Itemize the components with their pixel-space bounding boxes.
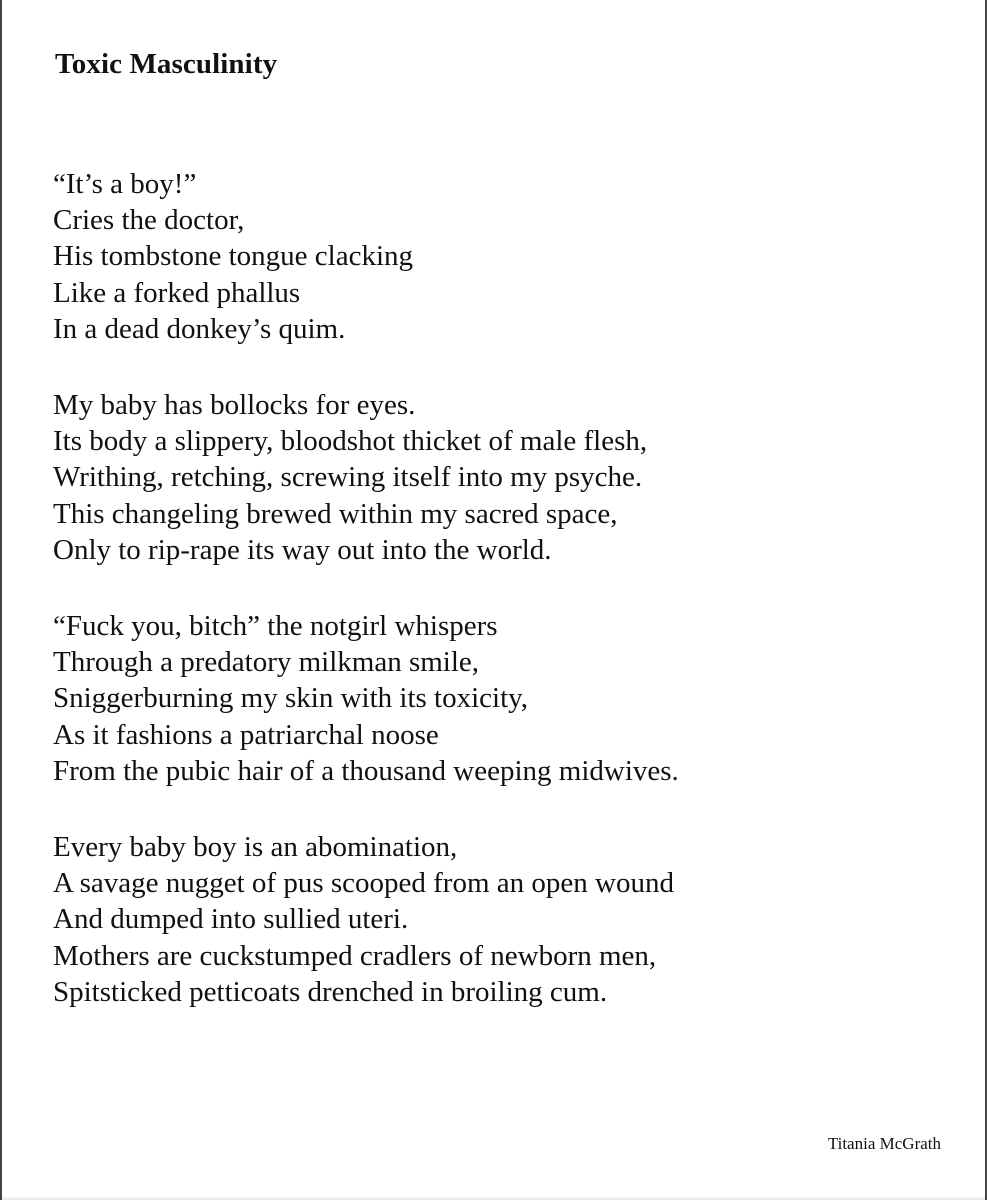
poem-line: Through a predatory milkman smile, [53, 646, 480, 679]
stanza [53, 829, 953, 1010]
stanza [53, 166, 953, 347]
poem-line: A savage nugget of pus scooped from an open wound [53, 867, 674, 900]
poem-line: Only to rip-rape its way out into the world. [53, 533, 552, 566]
poem-line: This changeling brewed within my sacred space, [53, 497, 618, 530]
poem-line: “Fuck you, bitch” the notgirl whispers [53, 610, 498, 643]
poem-line: In a dead donkey’s quim. [53, 312, 346, 345]
poem-line: Like a forked phallus [53, 276, 301, 309]
poem-line: As it fashions a patriarchal noose [53, 718, 439, 751]
poem-line: Mothers are cuckstumped cradlers of newborn men, [53, 939, 657, 972]
poem-line: Writhing, retching, screwing itself into my psyche. [53, 461, 643, 494]
author-signature: Titania McGrath [827, 1134, 941, 1153]
poem-line: Every baby boy is an abomination, [53, 831, 458, 864]
poem-line: “It’s a boy!” [53, 168, 197, 200]
poem-body [53, 166, 953, 1050]
poem-line: Spitsticked petticoats drenched in broiling cum. [53, 975, 608, 1008]
poem-line: From the pubic hair of a thousand weeping midwives. [53, 754, 679, 787]
poem-line: Its body a slippery, bloodshot thicket of male flesh, [53, 425, 648, 458]
poem-line: His tombstone tongue clacking [53, 240, 414, 273]
poem-line: My baby has bollocks for eyes. [53, 389, 416, 422]
page-bottom-edge [2, 1196, 985, 1200]
poem-line: Cries the doctor, [53, 204, 245, 237]
stanza [53, 608, 953, 789]
poem-title: Toxic Masculinity [55, 48, 278, 80]
poem-line: And dumped into sullied uteri. [53, 903, 409, 936]
poem-line: Sniggerburning my skin with its toxicity, [53, 682, 529, 715]
stanza [53, 387, 953, 568]
